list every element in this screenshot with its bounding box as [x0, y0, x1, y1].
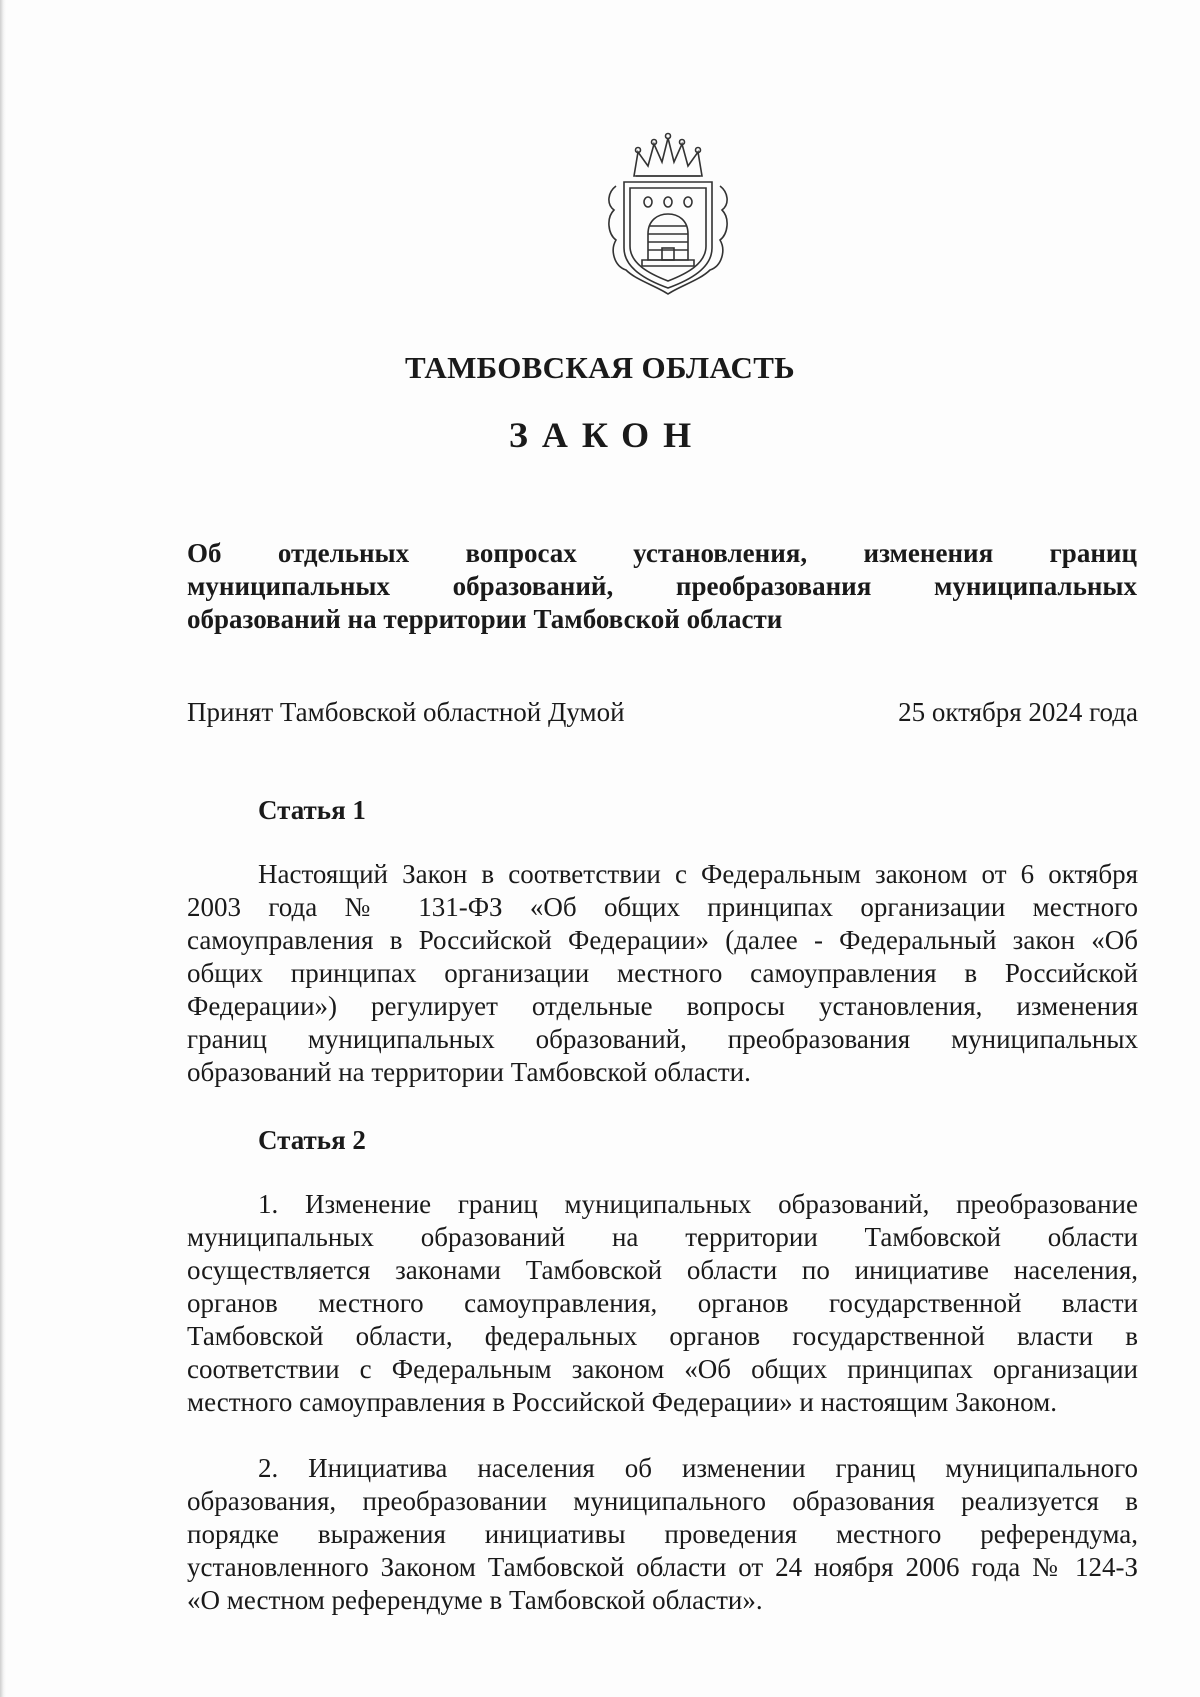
paragraph-line: «О местном референдуме в Тамбовской области».: [187, 1585, 763, 1615]
paragraph-line: образования, преобразовании муниципального образования реализуется в: [187, 1486, 1138, 1516]
paragraph-line: границ муниципальных образований, преобразования муниципальных: [187, 1024, 1138, 1054]
coat-of-arms-emblem: [596, 130, 740, 300]
article-2-paragraph-2: [187, 1452, 1138, 1617]
adopted-by-label: Принят Тамбовской областной Думой: [187, 697, 625, 727]
paragraph-line: Федерации») регулирует отдельные вопросы установления, изменения: [187, 991, 1138, 1021]
paragraph-line: общих принципах организации местного самоуправления в Российской: [187, 958, 1138, 988]
paragraph-line: осуществляется законами Тамбовской области по инициативе населения,: [187, 1255, 1138, 1285]
paragraph-line: 1. Изменение границ муниципальных образований, преобразование: [258, 1189, 1138, 1219]
article-2-paragraph-1: [187, 1188, 1138, 1419]
paragraph-line: порядке выражения инициативы проведения местного референдума,: [187, 1519, 1138, 1549]
law-title-line: Об отдельных вопросах установления, изменения границ: [187, 538, 1137, 568]
paragraph-line: муниципальных образований на территории Тамбовской области: [187, 1222, 1138, 1252]
law-title-line: муниципальных образований, преобразования муниципальных: [187, 571, 1137, 601]
paragraph-line: установленного Законом Тамбовской области от 24 ноября 2006 года № 124-З: [187, 1552, 1138, 1582]
paragraph-line: самоуправления в Российской Федерации» (далее - Федеральный закон «Об: [187, 925, 1138, 955]
law-title: [187, 537, 1137, 636]
paragraph-line: 2003 года № 131-ФЗ «Об общих принципах организации местного: [187, 892, 1138, 922]
article-1-heading: Статья 1: [258, 795, 366, 825]
adopted-date: 25 октября 2024 года: [898, 697, 1138, 727]
law-title-line: образований на территории Тамбовской области: [187, 604, 783, 634]
article-1-paragraph: [187, 858, 1138, 1089]
region-title: ТАМБОВСКАЯ ОБЛАСТЬ: [405, 350, 795, 385]
paragraph-line: Тамбовской области, федеральных органов государственной власти в: [187, 1321, 1138, 1351]
paragraph-line: местного самоуправления в Российской Федерации» и настоящим Законом.: [187, 1387, 1057, 1417]
paragraph-line: органов местного самоуправления, органов государственной власти: [187, 1288, 1138, 1318]
paragraph-line: 2. Инициатива населения об изменении границ муниципального: [258, 1453, 1138, 1483]
article-2-heading: Статья 2: [258, 1125, 366, 1155]
paragraph-line: соответствии с Федеральным законом «Об общих принципах организации: [187, 1354, 1138, 1384]
scan-edge-shadow: [0, 0, 6, 1697]
paragraph-line: Настоящий Закон в соответствии с Федеральным законом от 6 октября: [258, 859, 1138, 889]
paragraph-line: образований на территории Тамбовской области.: [187, 1057, 751, 1087]
document-type: ЗАКОН: [508, 415, 706, 455]
